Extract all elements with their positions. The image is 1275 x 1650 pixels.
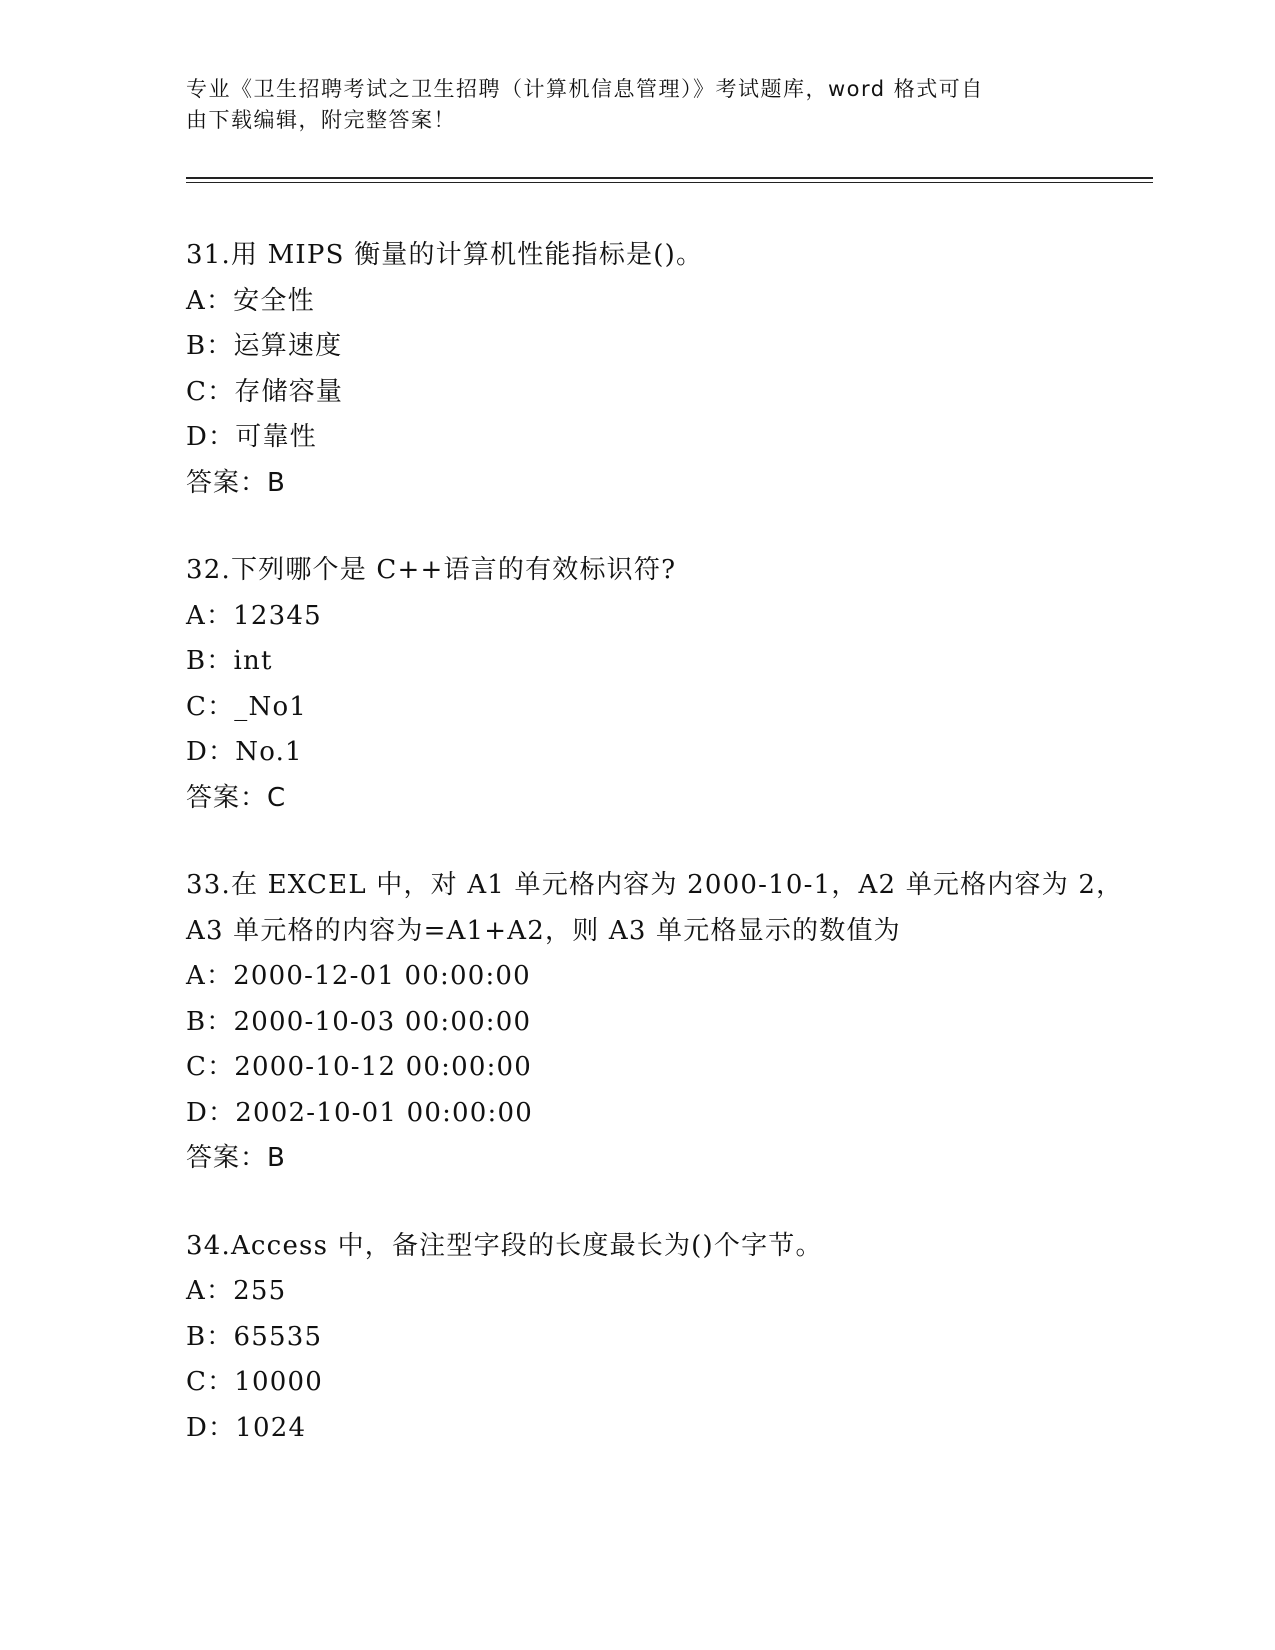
option-b: B：65535: [186, 1321, 323, 1352]
option-c: C：2000-10-12 00:00:00: [186, 1052, 533, 1082]
header-divider-thick: [186, 177, 1153, 179]
question-34: [186, 1224, 1086, 1452]
option-c: C：存储容量: [186, 376, 344, 407]
option-d: D：1024: [186, 1412, 307, 1443]
question-31: [186, 233, 1086, 506]
question-stem-line-1: 33.在 EXCEL 中，对 A1 单元格内容为 2000-10-1，A2 单元格内容为 2，: [186, 870, 1124, 900]
answer-label: 答案：B: [186, 1143, 286, 1173]
option-c: C：10000: [186, 1367, 324, 1397]
question-stem-line-2: A3 单元格的内容为=A1+A2，则 A3 单元格显示的数值为: [186, 915, 901, 946]
question-stem: 34.Access 中，备注型字段的长度最长为()个字节。: [186, 1230, 823, 1261]
question-33: [186, 863, 1124, 1182]
question-stem: 32.下列哪个是 C++语言的有效标识符?: [186, 555, 677, 585]
option-b: B：int: [186, 646, 273, 676]
header-line-1: 专业《卫生招聘考试之卫生招聘（计算机信息管理）》考试题库，word 格式可自: [186, 77, 984, 101]
option-a: A：255: [186, 1276, 287, 1306]
option-d: D：2002-10-01 00:00:00: [186, 1097, 533, 1128]
option-d: D：可靠性: [186, 422, 317, 452]
option-b: B：2000-10-03 00:00:00: [186, 1006, 532, 1037]
answer-label: 答案：C: [186, 782, 287, 813]
option-c: C：_No1: [186, 691, 308, 722]
option-a: A：安全性: [186, 285, 315, 316]
question-32: [186, 548, 1086, 821]
document-header: [186, 74, 1066, 136]
option-b: B：运算速度: [186, 331, 343, 361]
option-d: D：No.1: [186, 737, 303, 767]
header-divider-thin: [186, 182, 1153, 183]
question-stem: 31.用 MIPS 衡量的计算机性能指标是()。: [186, 240, 704, 270]
question-list: [186, 233, 1124, 1493]
option-a: A：2000-12-01 00:00:00: [186, 961, 531, 991]
header-line-2: 由下载编辑，附完整答案！: [186, 108, 456, 132]
answer-label: 答案：B: [186, 467, 286, 498]
option-a: A：12345: [186, 600, 322, 631]
